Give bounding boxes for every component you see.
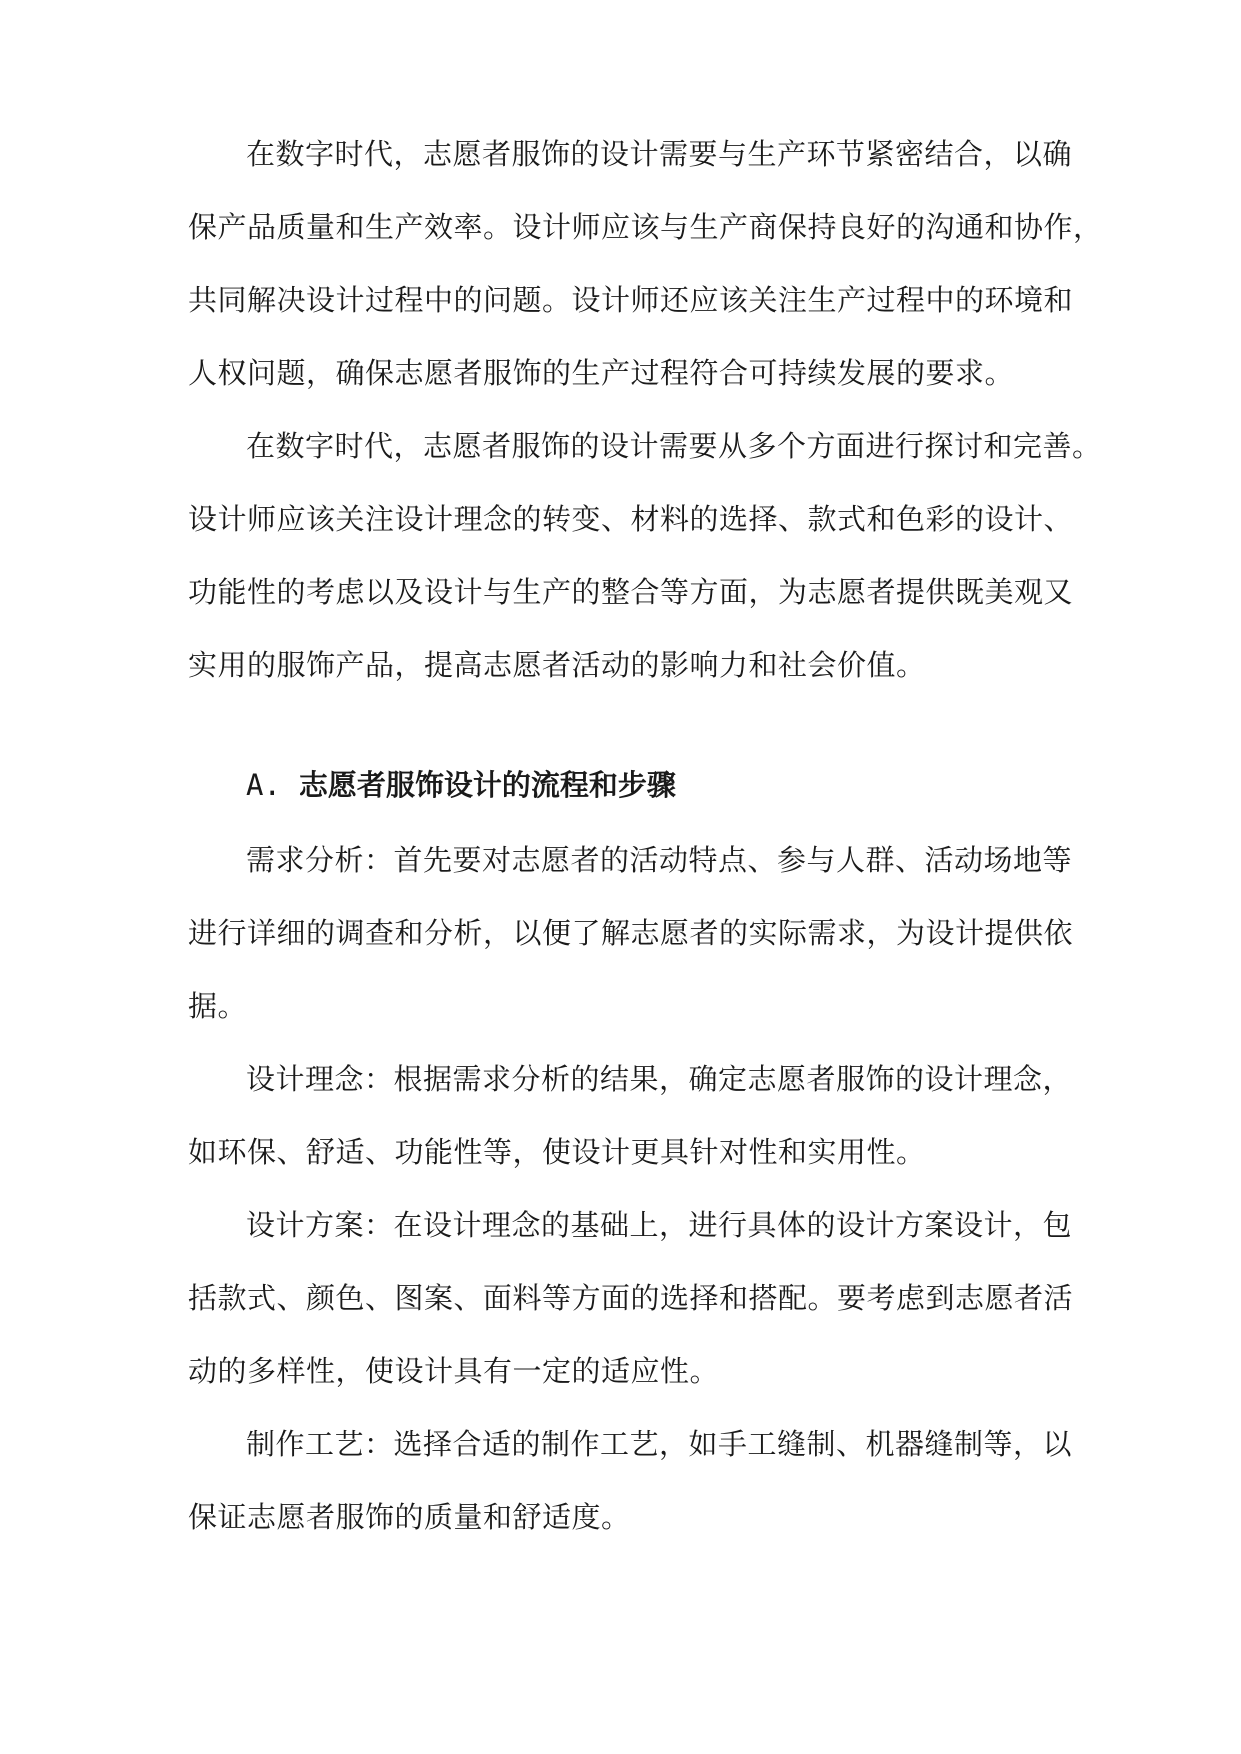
- paragraph-2-line-4: 实用的服饰产品，提高志愿者活动的影响力和社会价值。: [188, 648, 926, 682]
- step-2-line-1: 设计理念：根据需求分析的结果，确定志愿者服饰的设计理念，: [246, 1062, 1073, 1096]
- step-2-line-2: 如环保、舒适、功能性等，使设计更具针对性和实用性。: [188, 1135, 926, 1169]
- paragraph-2-line-3: 功能性的考虑以及设计与生产的整合等方面，为志愿者提供既美观又: [188, 575, 1074, 609]
- paragraph-2-line-1: 在数字时代，志愿者服饰的设计需要从多个方面进行探讨和完善。: [246, 429, 1102, 463]
- paragraph-1-line-1: 在数字时代，志愿者服饰的设计需要与生产环节紧密结合，以确: [246, 137, 1073, 171]
- paragraph-2-line-2: 设计师应该关注设计理念的转变、材料的选择、款式和色彩的设计、: [188, 502, 1074, 536]
- step-4-line-1: 制作工艺：选择合适的制作工艺，如手工缝制、机器缝制等，以: [246, 1427, 1073, 1461]
- paragraph-1-line-3: 共同解决设计过程中的问题。设计师还应该关注生产过程中的环境和: [188, 283, 1074, 317]
- step-1-line-1: 需求分析：首先要对志愿者的活动特点、参与人群、活动场地等: [246, 843, 1073, 877]
- step-3-line-3: 动的多样性，使设计具有一定的适应性。: [188, 1354, 720, 1388]
- step-1-line-3: 据。: [188, 989, 248, 1023]
- step-4-line-2: 保证志愿者服饰的质量和舒适度。: [188, 1500, 631, 1534]
- paragraph-1-line-2: 保产品质量和生产效率。设计师应该与生产商保持良好的沟通和协作，: [188, 210, 1103, 244]
- step-3-line-1: 设计方案：在设计理念的基础上，进行具体的设计方案设计，包: [246, 1208, 1073, 1242]
- step-3-line-2: 括款式、颜色、图案、面料等方面的选择和搭配。要考虑到志愿者活: [188, 1281, 1074, 1315]
- section-title: 志愿者服饰设计的流程和步骤: [298, 768, 676, 802]
- section-heading: [246, 765, 676, 805]
- paragraph-1-line-4: 人权问题，确保志愿者服饰的生产过程符合可持续发展的要求。: [188, 356, 1015, 390]
- section-marker: A.: [246, 768, 281, 802]
- step-1-line-2: 进行详细的调查和分析，以便了解志愿者的实际需求，为设计提供依: [188, 916, 1074, 950]
